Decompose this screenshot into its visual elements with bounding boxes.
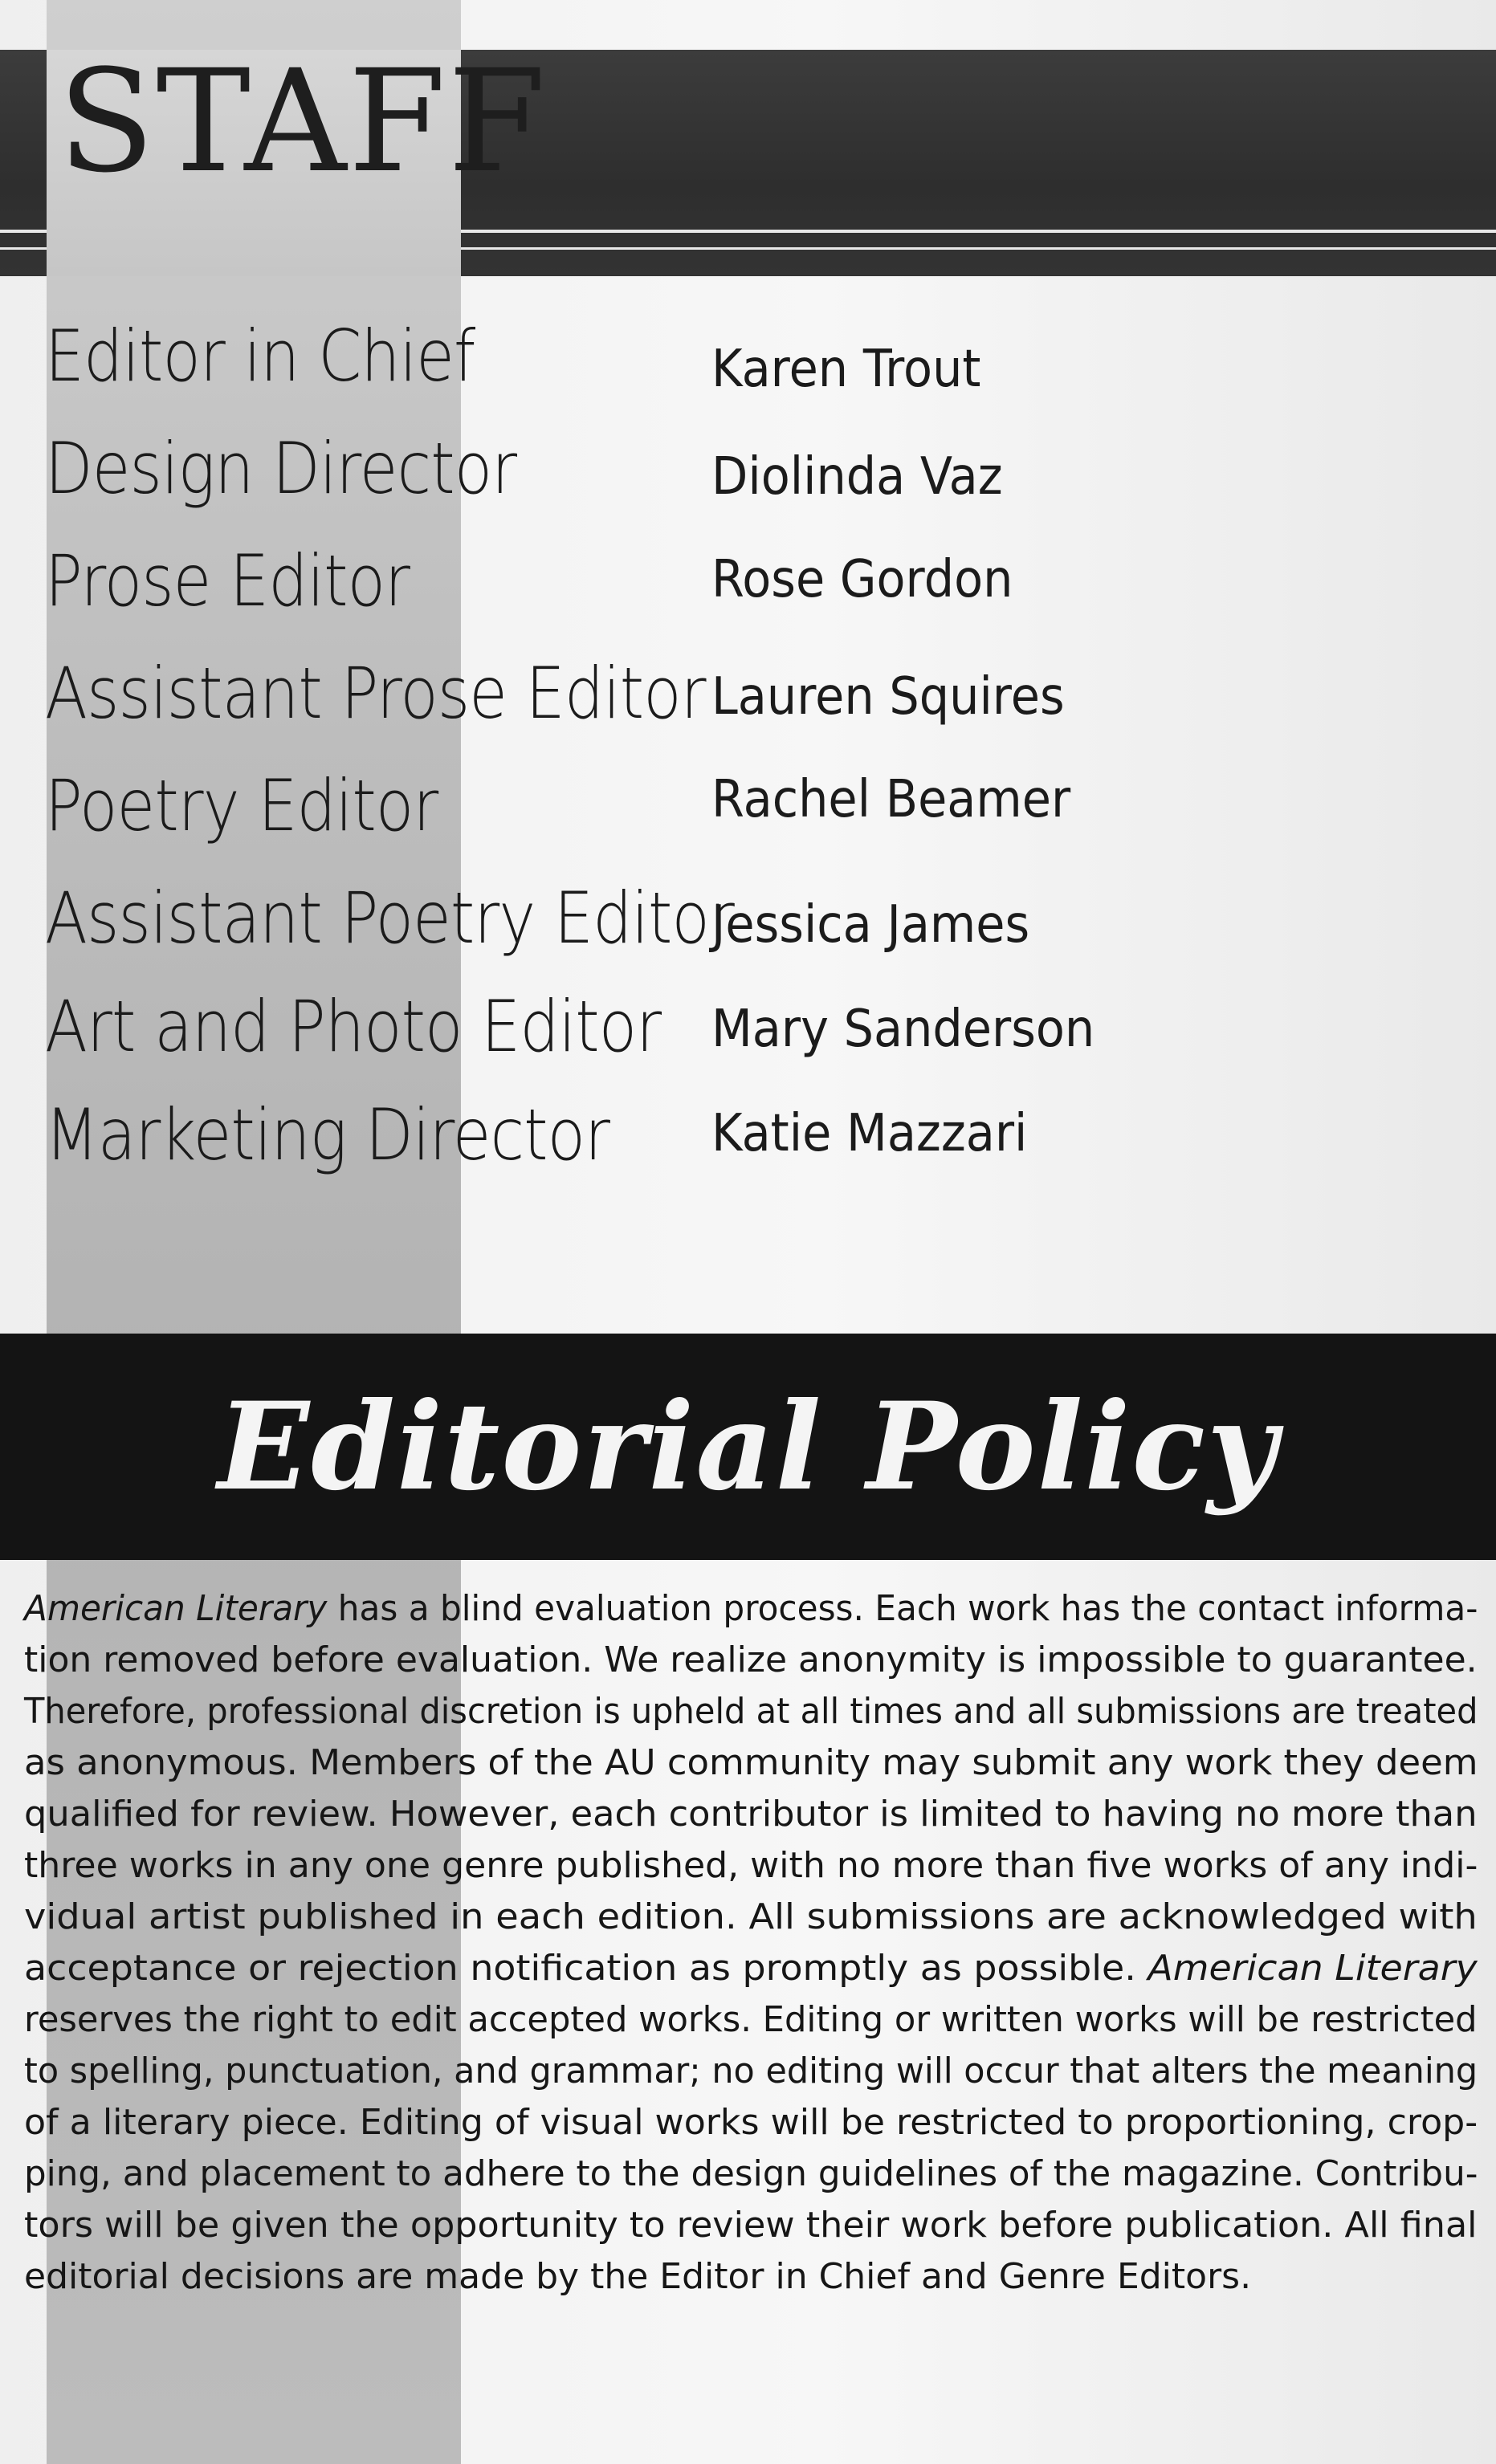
policy-text-run: tors will be given the opportunity to review their work before publication. All final <box>24 2205 1478 2246</box>
editorial-policy-title: Editorial Policy <box>217 1376 1279 1517</box>
staff-role: Poetry Editor <box>45 764 438 847</box>
policy-text-run: vidual artist published in each edition. All submissions are acknowledged with <box>24 1896 1478 1937</box>
policy-line <box>24 1686 1478 1737</box>
policy-text-run: reserves the right to edit accepted works. Editing or written works will be restricted <box>24 1999 1478 2040</box>
editorial-policy-text <box>24 1583 1478 2303</box>
policy-line <box>24 1943 1496 1994</box>
policy-line <box>24 1994 1478 2046</box>
staff-header-bar <box>0 39 1496 276</box>
staff-role: Assistant Poetry Editor <box>45 877 734 959</box>
policy-line <box>24 2200 1492 2251</box>
staff-role: Marketing Director <box>45 1094 610 1176</box>
staff-name: Katie Mazzari <box>711 1104 1028 1163</box>
policy-text-run: has a blind evaluation process. Each work has the contact informa- <box>327 1588 1478 1629</box>
policy-text-run: ping, and placement to adhere to the design guidelines of the magazine. Contribu- <box>24 2153 1478 2194</box>
policy-text-run: Therefore, professional discretion is upheld at all times and all submissions are treated <box>24 1691 1478 1732</box>
staff-name: Jessica James <box>711 895 1030 955</box>
policy-text-run: of a literary piece. Editing of visual works will be restricted to proportioning, crop- <box>24 2102 1478 2143</box>
policy-line <box>24 1892 1496 1943</box>
policy-line <box>24 2148 1478 2200</box>
policy-text-run: tion removed before evaluation. We realize anonymity is impossible to guarantee. <box>24 1639 1478 1680</box>
policy-line <box>24 1635 1478 1686</box>
policy-text-run: qualified for review. However, each contributor is limited to having no more than <box>24 1794 1478 1835</box>
policy-line <box>24 2097 1485 2148</box>
policy-line <box>24 1583 1478 1635</box>
policy-line <box>24 1737 1496 1789</box>
staff-name: Lauren Squires <box>711 667 1065 727</box>
policy-text-run: three works in any one genre published, with no more than five works of any indi- <box>24 1845 1478 1886</box>
policy-text-run: editorial decisions are made by the Editor in Chief and Genre Editors. <box>24 2256 1252 2297</box>
policy-line <box>24 1840 1482 1892</box>
staff-role: Editor in Chief <box>45 315 475 397</box>
policy-text-run: as anonymous. Members of the AU community may submit any work they deem <box>24 1742 1478 1783</box>
staff-name: Rachel Beamer <box>711 770 1071 829</box>
publication-name: American Literary <box>24 1588 328 1629</box>
staff-name: Diolinda Vaz <box>711 447 1003 507</box>
publication-name: American Literary <box>1147 1948 1478 1989</box>
policy-line <box>24 2251 1478 2303</box>
staff-title: STAFF <box>58 39 548 204</box>
staff-role: Art and Photo Editor <box>45 985 662 1068</box>
policy-text-run: acceptance or rejection notification as promptly as possible. <box>24 1948 1148 1989</box>
staff-role: Assistant Prose Editor <box>45 652 706 735</box>
policy-text-run: to spelling, punctuation, and grammar; no editing will occur that alters the meaning <box>24 2051 1478 2091</box>
staff-name: Mary Sanderson <box>711 1000 1095 1059</box>
staff-name: Karen Trout <box>711 340 981 399</box>
staff-role: Design Director <box>45 427 517 510</box>
staff-name: Rose Gordon <box>711 550 1013 609</box>
policy-line <box>24 2046 1478 2097</box>
policy-line <box>24 1789 1496 1840</box>
staff-role: Prose Editor <box>45 540 410 622</box>
